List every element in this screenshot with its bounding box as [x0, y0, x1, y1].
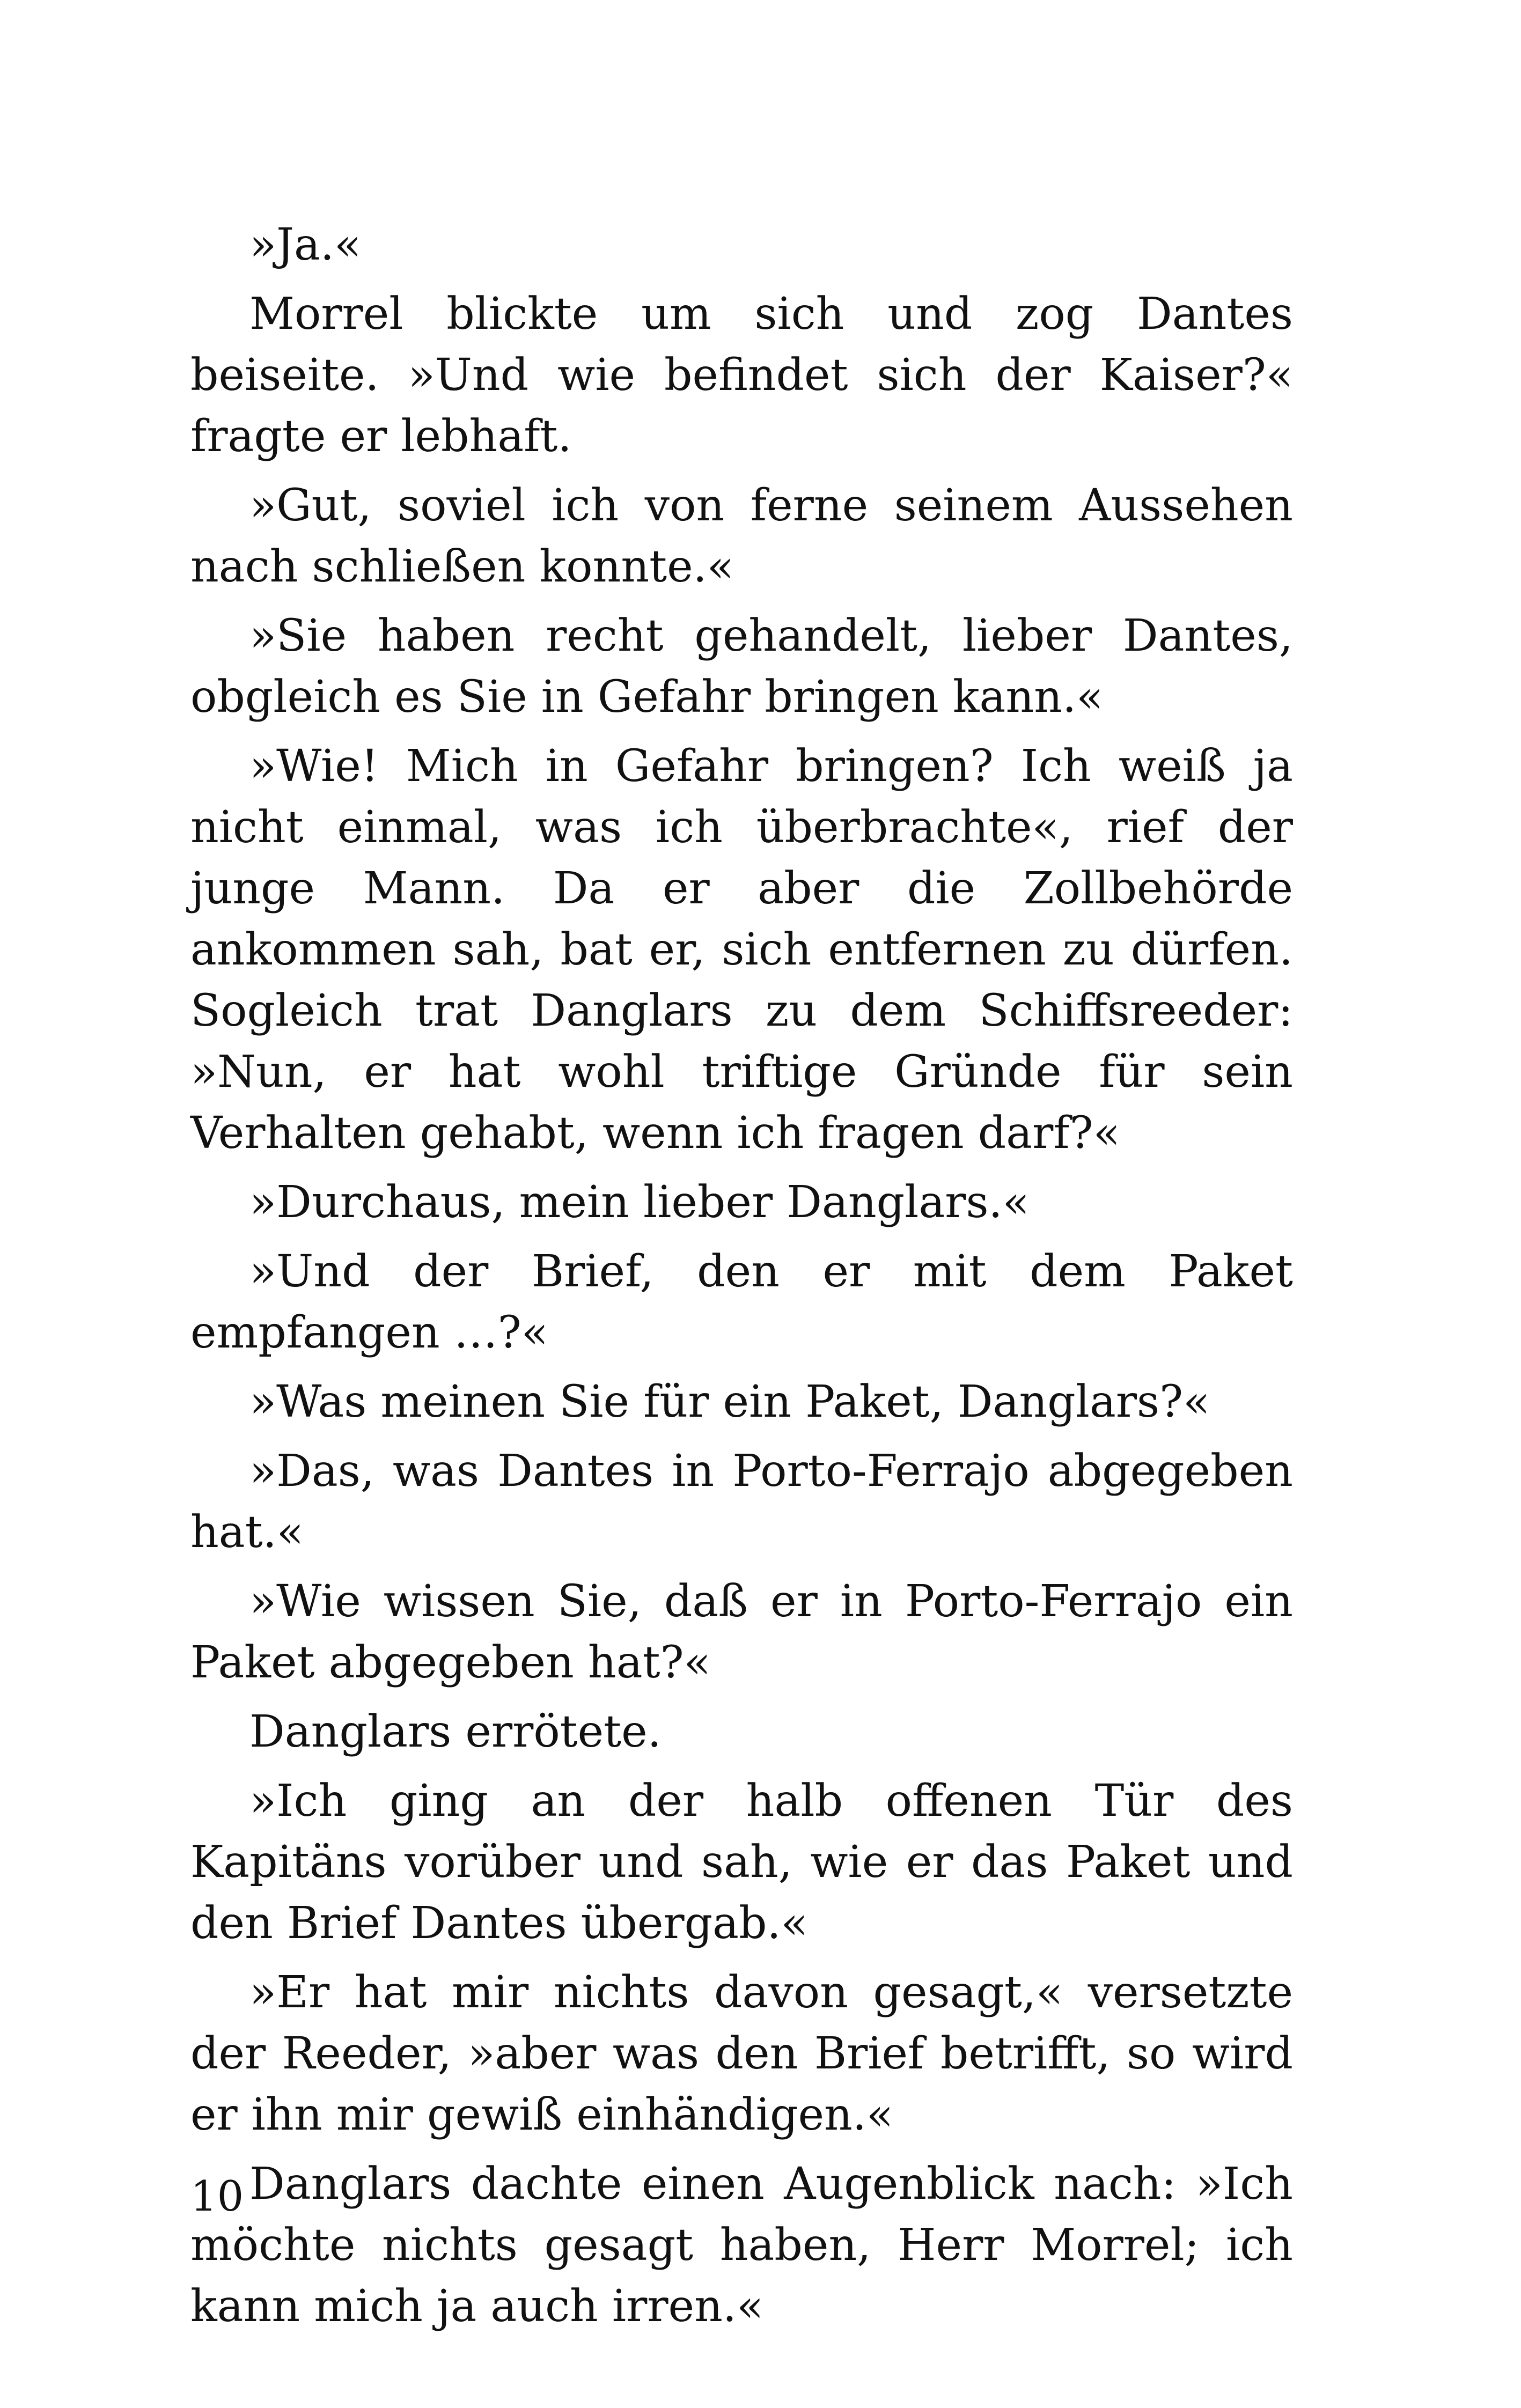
paragraph: »Er hat mir nichts davon gesagt,« versetzte der Reeder, »aber was den Brief betrifft, so wird er ihn mir gewiß einhändigen.« — [190, 1967, 1293, 2140]
paragraph: Danglars dachte einen Augenblick nach: »Ich möchte nichts gesagt haben, Herr Morrel; ich kann mich ja auch irren.« — [190, 2159, 1293, 2332]
page-number: 10 — [190, 2173, 244, 2221]
paragraph: »Wie wissen Sie, daß er in Porto-Ferrajo ein Paket abgegeben hat?« — [190, 1576, 1293, 1688]
paragraph: »Das, was Dantes in Porto-Ferrajo abgegeben hat.« — [190, 1446, 1293, 1558]
paragraph: »Durchaus, mein lieber Danglars.« — [249, 1177, 1030, 1228]
paragraph: »Und der Brief, den er mit dem Paket empfangen …?« — [190, 1246, 1293, 1358]
paragraph: »Ja.« — [249, 219, 362, 270]
body-text — [190, 215, 1293, 2345]
paragraph: »Was meinen Sie für ein Paket, Danglars?« — [249, 1376, 1210, 1427]
paragraph: Morrel blickte um sich und zog Dantes beiseite. »Und wie befindet sich der Kaiser?« fragte er lebhaft. — [190, 289, 1293, 462]
paragraph: »Wie! Mich in Gefahr bringen? Ich weiß ja nicht einmal, was ich überbrachte«, rief der junge Mann. Da er aber die Zollbehörde ankommen sah, bat er, sich entfernen zu dürfen. Sogleich trat Danglars zu dem Schiffsreeder: »Nun, er hat wohl triftige Gründe für sein Verhalten gehabt, wenn ich fragen darf?« — [190, 741, 1293, 1159]
paragraph: »Ich ging an der halb offenen Tür des Kapitäns vorüber und sah, wie er das Paket und den Brief Dantes übergab.« — [190, 1776, 1293, 1949]
paragraph: »Sie haben recht gehandelt, lieber Dantes, obgleich es Sie in Gefahr bringen kann.« — [190, 610, 1293, 723]
paragraph: Danglars errötete. — [249, 1706, 662, 1757]
paragraph: »Gut, soviel ich von ferne seinem Aussehen nach schließen konnte.« — [190, 480, 1293, 592]
